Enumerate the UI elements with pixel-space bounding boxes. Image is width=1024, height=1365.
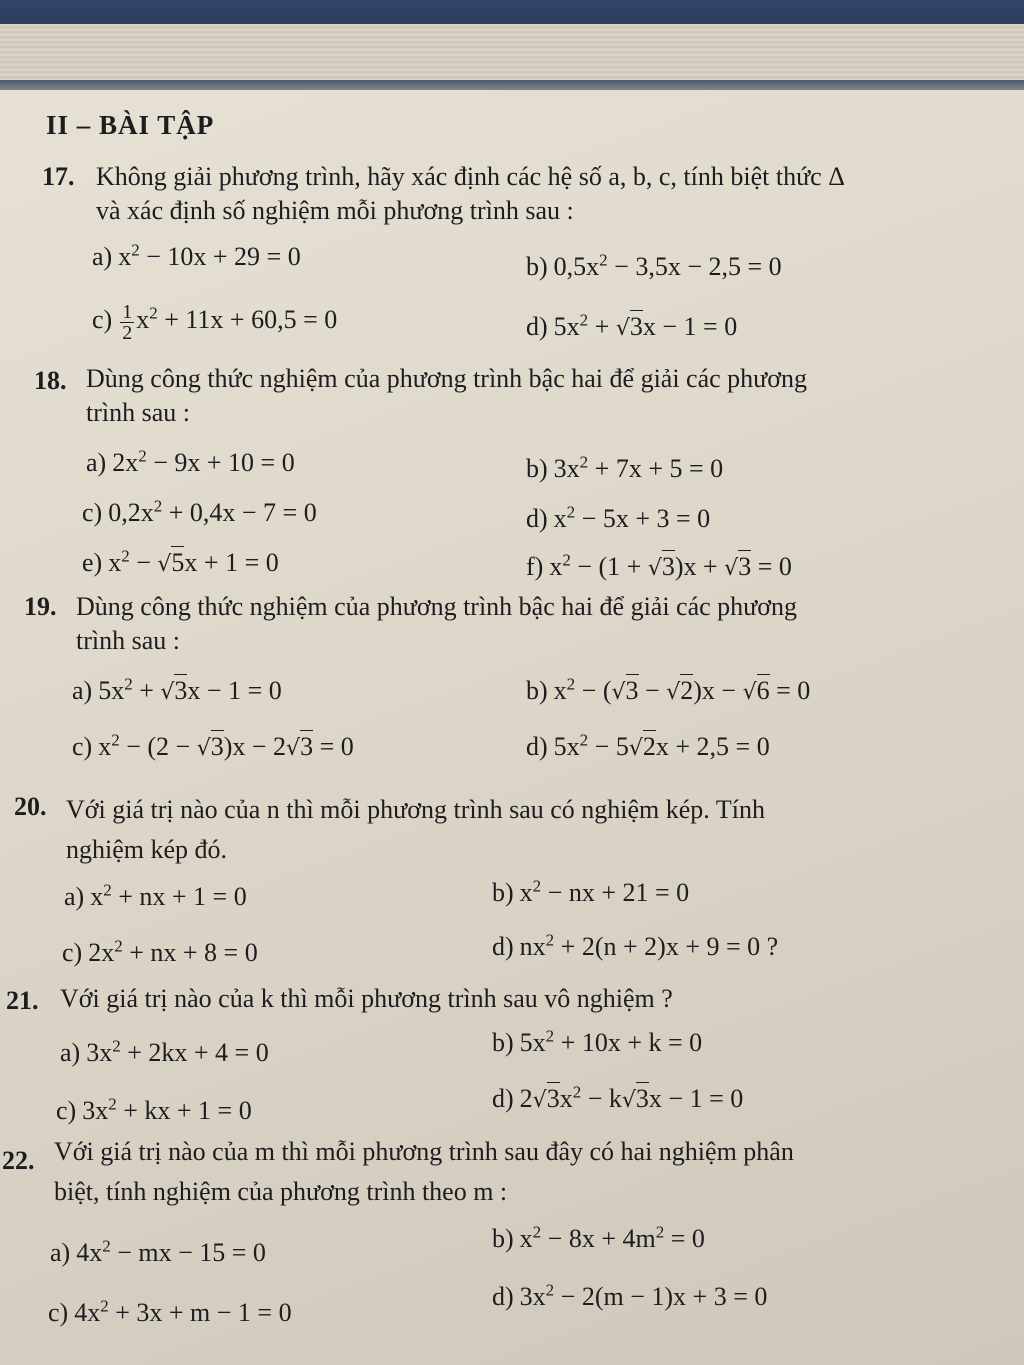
problem-17-eq-a (92, 240, 301, 272)
eq-label: b) (526, 453, 548, 483)
eq-math: $4x^2 + 3x + m - 1 = 0$ (74, 1296, 292, 1327)
eq-label: c) (56, 1095, 77, 1125)
problem-19-eq-d (526, 730, 770, 762)
problem-20-eq-d (492, 930, 778, 962)
problem-21-text (60, 982, 960, 1016)
problem-18-eq-e (82, 546, 279, 578)
problem-19-eq-a (72, 674, 282, 706)
problem-17-line2: và xác định số nghiệm mỗi phương trình sau : (96, 196, 574, 225)
eq-math: $5x^2 - 5√2x + 2,5 = 0$ (553, 730, 770, 761)
problem-18-text (86, 362, 986, 430)
problem-17-number: 17. (42, 162, 75, 191)
problem-22-eq-b (492, 1222, 705, 1254)
problem-20-eq-c (62, 936, 258, 968)
eq-label: a) (60, 1037, 81, 1067)
eq-label: d) (526, 311, 548, 341)
problem-18-eq-f (526, 550, 792, 582)
problem-18-eq-b (526, 452, 723, 484)
problem-18-line1: Dùng công thức nghiệm của phương trình bậc hai để giải các phương (86, 364, 808, 393)
eq-label: d) (526, 731, 548, 761)
eq-math: $x^2 - 8x + 4m^2 = 0$ (519, 1222, 705, 1253)
eq-label: b) (492, 877, 514, 907)
eq-label: a) (72, 675, 93, 705)
eq-math: $x^2 - (√3 - √2)x - √6 = 0$ (553, 674, 811, 705)
eq-label: b) (492, 1223, 514, 1253)
problem-22-eq-c (48, 1296, 292, 1328)
eq-math: $4x^2$ − mx − 15 = 0 (76, 1236, 266, 1267)
eq-label: b) (526, 251, 548, 281)
eq-math: $5x^2 + √3x - 1 = 0$ (553, 310, 738, 341)
problem-17-text (96, 160, 996, 228)
eq-math: $2√3x^2 - k√3x - 1 = 0$ (519, 1082, 744, 1113)
eq-math: $2x^2 - 9x + 10 = 0$ (112, 446, 295, 477)
problem-22-number: 22. (2, 1146, 35, 1175)
problem-18-eq-a (86, 446, 295, 478)
eq-label: d) (492, 931, 514, 961)
eq-label: b) (492, 1027, 514, 1057)
eq-label: c) (82, 497, 103, 527)
eq-label: c) (62, 937, 83, 967)
problem-22-text (54, 1132, 1016, 1212)
eq-label: e) (82, 547, 103, 577)
eq-math: $x^2 - √5x + 1 = 0$ (108, 546, 279, 577)
problem-19-text (76, 590, 976, 658)
problem-22-line2: biệt, tính nghiệm của phương trình theo m : (54, 1177, 508, 1206)
problem-17-line1: Không giải phương trình, hãy xác định các hệ số a, b, c, tính biệt thức Δ (96, 162, 845, 191)
problem-20-line1: Với giá trị nào của n thì mỗi phương trình sau có nghiệm kép. Tính (66, 795, 765, 824)
eq-math: $x^2 - (1 + √3)x + √3 = 0$ (549, 550, 792, 581)
eq-label: c) (92, 305, 113, 335)
problem-20-eq-b (492, 876, 689, 908)
eq-math: $x^2 - 10x + 29 = 0$ (118, 240, 301, 271)
problem-20-line2: nghiệm kép đó. (66, 835, 228, 864)
problem-19-eq-b (526, 674, 810, 706)
eq-math: $x^2 - (2 - √3)x - 2√3 = 0$ (98, 730, 354, 761)
eq-math: $2x^2$ + nx + 8 = 0 (88, 936, 258, 967)
problem-18-eq-c (82, 496, 317, 528)
problem-17-eq-d (526, 310, 737, 342)
problem-19-line1: Dùng công thức nghiệm của phương trình bậc hai để giải các phương (76, 592, 798, 621)
eq-math: $x^2$ − nx + 21 = 0 (519, 876, 690, 907)
problem-20-eq-a (64, 880, 247, 912)
eq-label: a) (50, 1237, 71, 1267)
eq-label: c) (48, 1297, 69, 1327)
problem-18-eq-d (526, 502, 710, 534)
problem-21-eq-a (60, 1036, 269, 1068)
problem-21-number: 21. (6, 986, 39, 1015)
eq-label: b) (526, 675, 548, 705)
eq-math: $5x^2 + 10x + k = 0$ (519, 1026, 703, 1057)
book-page-edges (0, 24, 1024, 84)
problem-20-number: 20. (14, 792, 47, 821)
eq-math: $5x^2 + √3x - 1 = 0$ (98, 674, 282, 705)
section-title: II – BÀI TẬP (46, 110, 215, 140)
problem-21-line1: Với giá trị nào của k thì mỗi phương trình sau vô nghiệm ? (60, 984, 673, 1013)
eq-math: $x^2$ + nx + 1 = 0 (90, 880, 247, 911)
problem-17-eq-b (526, 250, 782, 282)
eq-label: d) (526, 503, 548, 533)
problem-19-number: 19. (24, 592, 57, 621)
textbook-page (0, 90, 1024, 1365)
eq-label: a) (92, 241, 113, 271)
problem-19-line2: trình sau : (76, 626, 180, 655)
eq-math: $3x^2 - 2(m - 1)x + 3 = 0$ (519, 1280, 768, 1311)
problem-19-eq-c (72, 730, 354, 762)
eq-math: $3x^2$ + kx + 1 = 0 (82, 1094, 252, 1125)
eq-label: f) (526, 551, 544, 581)
problem-21-eq-b (492, 1026, 702, 1058)
eq-math: $nx^2 + 2(n + 2)x + 9 = 0$ ? (519, 930, 779, 961)
eq-math: $\frac{1}{2}$ $x^2 + 11x + 60,5 = 0$ (122, 301, 338, 344)
problem-18-number: 18. (34, 366, 67, 395)
problem-22-eq-d (492, 1280, 767, 1312)
eq-math: $3x^2 + 2kx + 4 = 0$ (86, 1036, 269, 1067)
eq-math: $0,5x^2 - 3,5x - 2,5 = 0$ (553, 250, 782, 281)
eq-math: $x^2 - 5x + 3 = 0$ (553, 502, 711, 533)
eq-label: a) (86, 447, 107, 477)
problem-21-eq-d (492, 1082, 743, 1114)
problem-22-eq-a (50, 1236, 266, 1268)
eq-label: c) (72, 731, 93, 761)
problem-22-line1: Với giá trị nào của m thì mỗi phương trình sau đây có hai nghiệm phân (54, 1137, 794, 1166)
eq-math: $0,2x^2 + 0,4x - 7 = 0$ (108, 496, 317, 527)
problem-20-text (66, 790, 966, 870)
eq-label: a) (64, 881, 85, 911)
eq-label: d) (492, 1083, 514, 1113)
problem-17-eq-c (92, 302, 337, 343)
eq-math: $3x^2 + 7x + 5 = 0$ (553, 452, 724, 483)
problem-21-eq-c (56, 1094, 252, 1126)
problem-18-line2: trình sau : (86, 398, 190, 427)
eq-label: d) (492, 1281, 514, 1311)
